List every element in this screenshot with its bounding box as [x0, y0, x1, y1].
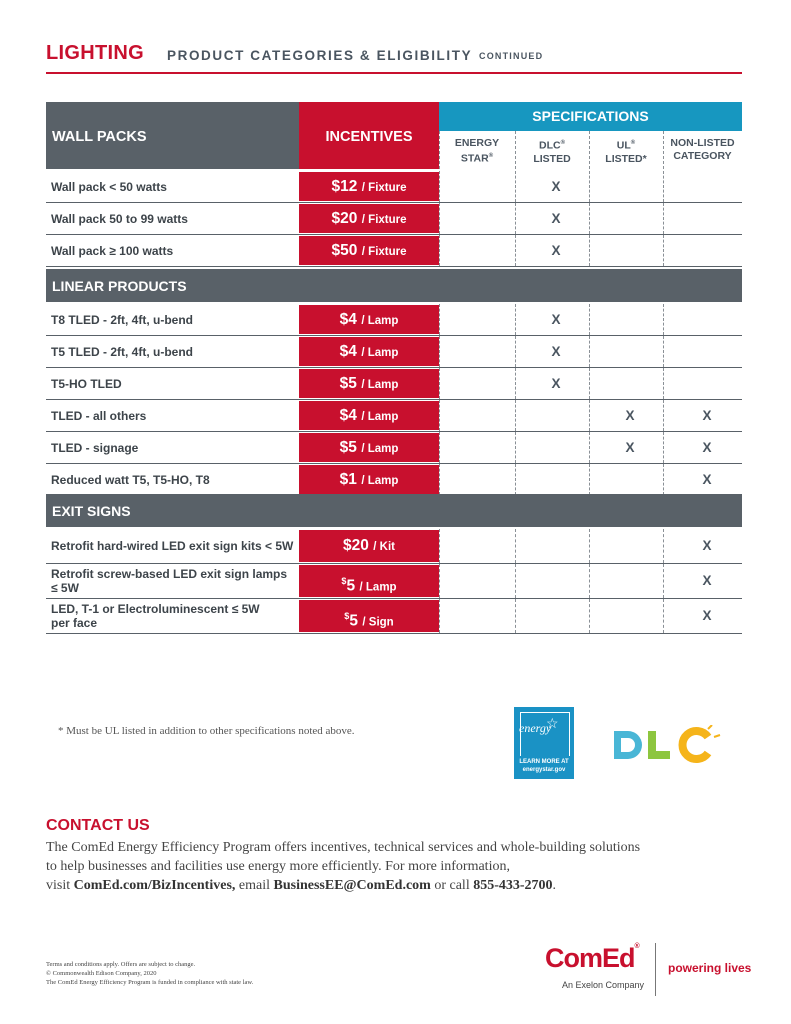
energy-star-learn-text: LEARN MORE AT energystar.gov: [519, 759, 569, 773]
amount-currency: $: [341, 576, 347, 586]
incentive-cell: [299, 337, 439, 366]
incentive-amount: $50: [331, 242, 358, 259]
row-label: TLED - signage: [51, 440, 139, 455]
column-divider: [663, 599, 664, 633]
incentive-amount: 5: [346, 577, 356, 595]
incentive-amount: $4: [339, 311, 357, 328]
incentive-cell: [299, 305, 439, 334]
wall-packs-header: WALL PACKS: [46, 102, 299, 169]
column-divider: [589, 599, 590, 633]
column-divider: [515, 432, 516, 463]
table-row: [46, 529, 742, 563]
row-label: Reduced watt T5, T5-HO, T8: [51, 472, 210, 487]
incentive-amount: $1: [339, 471, 357, 488]
column-divider: [439, 235, 440, 266]
column-divider: [663, 432, 664, 463]
eligibility-mark: X: [551, 178, 561, 194]
column-divider: [663, 235, 664, 266]
column-divider: [515, 336, 516, 367]
column-divider: [439, 304, 440, 335]
column-divider: [589, 235, 590, 266]
row-label: T5-HO TLED: [51, 376, 122, 391]
incentive-unit: / Lamp: [361, 315, 399, 327]
column-divider: [663, 304, 664, 335]
table-row: [46, 235, 742, 266]
column-divider: [439, 529, 440, 563]
energy-star-column-header: ENERGY STAR®: [454, 137, 500, 165]
column-divider: [589, 131, 590, 169]
column-divider: [589, 529, 590, 563]
column-divider: [439, 564, 440, 598]
column-divider: [515, 131, 516, 169]
row-separator: [46, 266, 742, 267]
table-row: [46, 368, 742, 399]
row-label: T8 TLED - 2ft, 4ft, u-bend: [51, 312, 193, 327]
dlc-column-header: DLC® LISTED: [533, 139, 571, 165]
column-divider: [515, 529, 516, 563]
incentive-cell: [299, 369, 439, 398]
incentive-cell: [299, 600, 439, 632]
logo-divider: [655, 943, 656, 996]
eligibility-mark: X: [702, 407, 712, 423]
column-divider: [439, 131, 440, 169]
eligibility-mark: X: [551, 242, 561, 258]
column-divider: [439, 171, 440, 202]
specifications-header: SPECIFICATIONS: [439, 102, 742, 131]
page-subtitle: PRODUCT CATEGORIES & ELIGIBILITY: [167, 48, 473, 63]
row-label: Wall pack ≥ 100 watts: [51, 243, 174, 258]
column-divider: [589, 203, 590, 234]
incentive-unit: / Sign: [362, 616, 394, 629]
tagline: powering lives: [668, 961, 752, 975]
incentives-header: INCENTIVES: [299, 102, 439, 169]
column-divider: [515, 304, 516, 335]
continued-label: CONTINUED: [479, 51, 544, 61]
column-divider: [515, 203, 516, 234]
column-divider: [589, 336, 590, 367]
table-row: [46, 304, 742, 335]
incentive-unit: / Fixture: [361, 214, 407, 226]
incentive-cell: [299, 204, 439, 233]
column-divider: [515, 599, 516, 633]
incentive-unit: / Lamp: [361, 443, 399, 455]
row-label: LED, T-1 or Electroluminescent ≤ 5W per face: [51, 602, 260, 630]
eligibility-mark: X: [551, 375, 561, 391]
column-divider: [589, 400, 590, 431]
table-row: [46, 171, 742, 202]
eligibility-mark: X: [625, 439, 635, 455]
table-row: [46, 336, 742, 367]
section-header: EXIT SIGNS: [46, 494, 742, 527]
column-divider: [663, 171, 664, 202]
column-divider: [439, 464, 440, 495]
eligibility-mark: X: [702, 538, 712, 553]
phone-number[interactable]: 855-433-2700: [473, 878, 553, 893]
dlc-logo: [612, 725, 722, 773]
table-row: [46, 203, 742, 234]
column-divider: [663, 564, 664, 598]
incentive-unit: / Lamp: [361, 347, 399, 359]
column-divider: [589, 304, 590, 335]
energy-star-script: energy: [519, 721, 552, 735]
column-divider: [663, 368, 664, 399]
eligibility-mark: X: [625, 407, 635, 423]
incentive-unit: / Lamp: [361, 475, 399, 487]
incentive-unit: / Fixture: [361, 182, 407, 194]
exelon-subtitle: An Exelon Company: [562, 980, 645, 990]
contact-body: The ComEd Energy Efficiency Program offers incentives, technical services and whole-building solutions to help businesses and facilities use energy more efficiently. For more information, visit ComEd.com/BizIncentives, email BusinessEE@ComEd.com or call 855-433-2700.: [46, 840, 641, 893]
column-divider: [439, 336, 440, 367]
section-header: LINEAR PRODUCTS: [46, 269, 742, 302]
column-divider: [439, 400, 440, 431]
column-divider: [439, 368, 440, 399]
incentive-amount: 5: [349, 612, 358, 630]
column-divider: [515, 464, 516, 495]
column-divider: [589, 464, 590, 495]
email-link[interactable]: BusinessEE@ComEd.com: [273, 878, 431, 893]
row-label: Retrofit hard-wired LED exit sign kits < 5W: [51, 539, 294, 553]
table-row: [46, 400, 742, 431]
column-divider: [439, 203, 440, 234]
incentive-cell: [299, 236, 439, 265]
incentive-unit: / Lamp: [361, 379, 399, 391]
eligibility-mark: X: [551, 210, 561, 226]
incentive-unit: / Fixture: [361, 246, 407, 258]
contact-title: CONTACT US: [46, 817, 150, 834]
row-label: Retrofit screw-based LED exit sign lamps ≤ 5W: [51, 567, 288, 595]
column-divider: [515, 235, 516, 266]
incentive-unit: / Lamp: [359, 581, 397, 594]
column-divider: [589, 368, 590, 399]
eligibility-mark: X: [702, 471, 712, 487]
column-divider: [663, 400, 664, 431]
incentive-amount: $20: [331, 210, 358, 227]
ul-column-header: UL® LISTED*: [605, 139, 647, 165]
incentive-cell: [299, 565, 439, 597]
column-divider: [515, 400, 516, 431]
table-row: [46, 599, 742, 633]
incentive-amount: $20: [342, 537, 369, 554]
incentive-amount: $4: [339, 343, 357, 360]
table-row: [46, 564, 742, 598]
row-separator: [46, 633, 742, 634]
incentive-unit: / Lamp: [361, 411, 399, 423]
column-divider: [515, 564, 516, 598]
column-divider: [663, 336, 664, 367]
incentive-amount: $5: [339, 439, 357, 456]
website-link[interactable]: ComEd.com/BizIncentives,: [73, 878, 236, 893]
table-row: [46, 464, 742, 495]
comed-logo: ComEd®: [545, 943, 639, 973]
incentive-cell: [299, 433, 439, 462]
incentive-cell: [299, 530, 439, 562]
incentive-unit: / Kit: [373, 541, 396, 553]
eligibility-mark: X: [551, 311, 561, 327]
column-divider: [663, 464, 664, 495]
page-title: LIGHTING: [46, 42, 144, 64]
eligibility-mark: X: [702, 608, 712, 623]
column-divider: [515, 368, 516, 399]
amount-currency: $: [344, 611, 350, 621]
column-divider: [589, 564, 590, 598]
energy-star-logo: [514, 707, 574, 779]
row-label: Wall pack 50 to 99 watts: [51, 211, 188, 226]
dlc-logo-mark: [612, 725, 722, 765]
non-listed-column-header: NON-LISTED CATEGORY: [670, 137, 735, 162]
column-divider: [515, 171, 516, 202]
column-divider: [439, 432, 440, 463]
column-divider: [439, 599, 440, 633]
eligibility-mark: X: [702, 573, 712, 588]
table-row: [46, 432, 742, 463]
column-divider: [589, 432, 590, 463]
row-label: T5 TLED - 2ft, 4ft, u-bend: [51, 344, 193, 359]
row-label: TLED - all others: [51, 408, 147, 423]
incentive-cell: [299, 401, 439, 430]
incentive-amount: $5: [339, 375, 357, 392]
row-label: Wall pack < 50 watts: [51, 179, 167, 194]
column-divider: [663, 529, 664, 563]
terms-text: Terms and conditions apply. Offers are subject to change. © Commonwealth Edison Company, 2020 The ComEd Energy Efficiency Program is funded in compliance with state law.: [46, 961, 254, 986]
eligibility-mark: X: [702, 439, 712, 455]
incentive-amount: $4: [339, 407, 357, 424]
page-header: [46, 40, 742, 74]
eligibility-mark: X: [551, 343, 561, 359]
incentive-cell: [299, 465, 439, 494]
column-divider: [589, 171, 590, 202]
footnote: * Must be UL listed in addition to other specifications noted above.: [58, 725, 355, 737]
incentive-cell: [299, 172, 439, 201]
column-divider: [663, 131, 664, 169]
star-icon: ☆: [546, 715, 559, 731]
column-divider: [663, 203, 664, 234]
incentive-amount: $12: [331, 178, 358, 195]
